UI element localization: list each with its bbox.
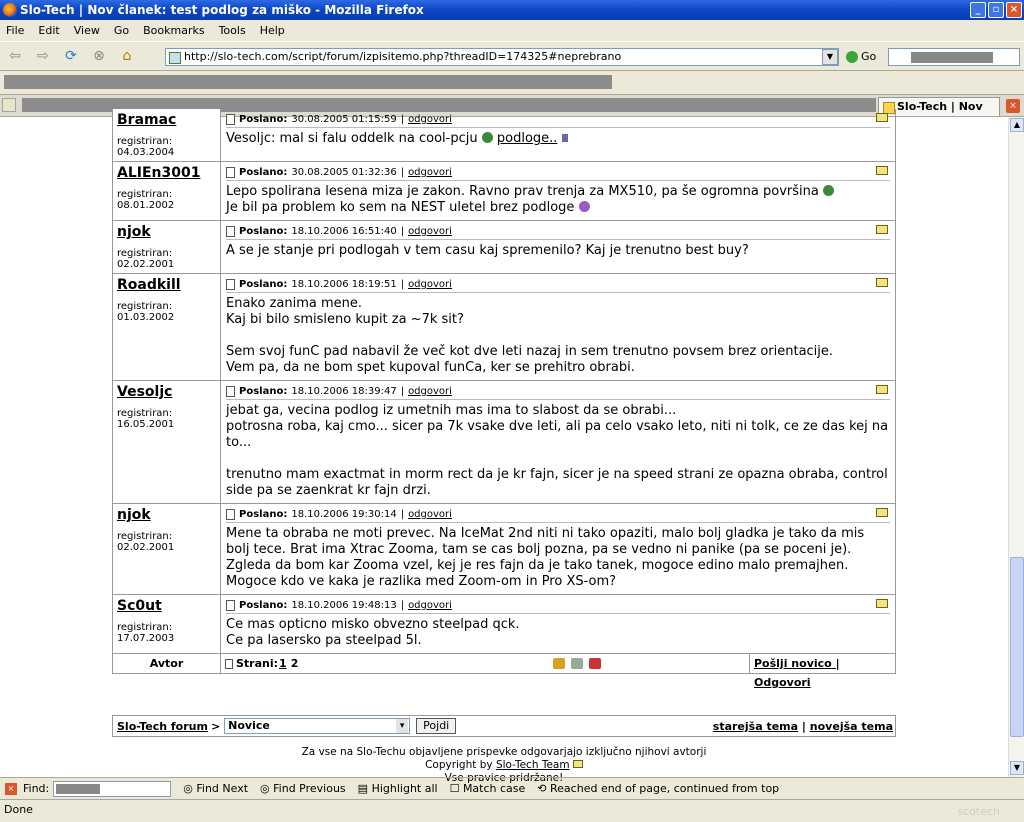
find-label: Find: [23,782,50,795]
menu-view[interactable]: View [73,24,100,37]
envelope-icon[interactable] [876,113,888,122]
post-line [226,243,890,259]
forum-navigation [112,715,896,737]
sent-label: Poslano: [239,278,288,290]
envelope-icon[interactable] [876,278,888,287]
post-header [226,597,890,614]
legal-line-3: Vse pravice pridržane! [444,772,564,784]
menu-edit[interactable]: Edit [38,24,60,37]
reply-link[interactable]: odgovori [408,385,452,397]
author-label: Avtor [113,654,221,673]
post-date: 18.10.2006 18:19:51 [291,278,397,290]
find-redacted [56,784,100,794]
find-status: ⟲ Reached end of page, continued from top [537,782,780,795]
post-line-text: Ce pa lasersko pa steelpad 5l. [226,633,422,648]
post-row [112,274,896,381]
post-line [226,403,890,419]
post-line-text: Vesoljc: mal si falu oddelk na cool-pcju [226,131,478,146]
post-text [226,614,890,651]
author-registered [117,622,216,644]
thread-table [112,109,896,689]
author-name-link[interactable]: Sc0ut [117,598,162,614]
post-header [226,164,890,181]
post-text [226,240,890,261]
author-registered [117,189,216,211]
post-page-icon [226,509,235,520]
reply-link[interactable]: odgovori [408,278,452,290]
go-icon [846,51,858,63]
post-date: 18.10.2006 19:30:14 [291,508,397,520]
post-line [226,617,890,633]
registered-date: 02.02.2001 [117,259,175,270]
post-row [112,381,896,504]
older-topic-link[interactable]: starejša tema [712,720,799,733]
author-registered [117,301,216,323]
post-page-icon [226,167,235,178]
post-line-text: Enako zanima mene. [226,296,363,311]
breadcrumb-separator: > [210,719,221,733]
post-row [112,162,896,221]
post-date: 30.08.2005 01:32:36 [291,166,397,178]
reply-link[interactable]: odgovori [408,599,452,611]
links-separator: | [835,657,840,670]
forum-select[interactable]: Novice ▾ [224,718,410,734]
tab-slotech[interactable]: Slo-Tech | Nov [878,97,1000,116]
menu-bookmarks[interactable]: Bookmarks [143,24,205,37]
delete-icon[interactable] [589,658,601,669]
post-line [226,451,890,467]
registered-label: registriran: [117,301,173,312]
new-tab-icon[interactable] [2,98,16,112]
find-next-button[interactable]: ◎ Find Next [183,782,249,795]
window-title: Slo-Tech | Nov članek: test podlog za miško - Mozilla Firefox [20,3,424,17]
post-page-icon [226,386,235,397]
post-line [226,633,890,649]
smiley-icon [823,185,834,196]
envelope-icon[interactable] [876,385,888,394]
approve-icon[interactable] [571,658,583,669]
find-input[interactable] [53,781,171,797]
post-line-text: potrosna roba, kaj cmo... sicer pa 7k vsake dve leti, ali pa celo vsako leto, niti ni tolk, ce ze das kej na to... [226,419,889,450]
bookmarks-toolbar [0,71,1024,95]
post-page-icon [226,114,235,125]
send-news-link[interactable]: Pošlji novico [754,657,832,670]
mail-icon[interactable] [573,760,583,768]
author-registered [117,531,216,553]
status-text: Done [4,803,33,816]
reply-link[interactable]: Odgovori [754,676,811,689]
sent-label: Poslano: [239,385,288,397]
registered-date: 04.03.2004 [117,147,175,158]
header-separator: | [400,508,405,520]
envelope-icon[interactable] [876,508,888,517]
post-line [226,467,890,499]
vertical-scrollbar[interactable] [1008,117,1024,777]
post-line-text: Je bil pa problem ko sem na NEST uletel brez podloge [226,200,575,215]
home-icon[interactable]: ⌂ [122,48,132,64]
sent-label: Poslano: [239,113,288,125]
firefox-logo-icon [3,3,17,17]
post-author-cell [113,274,221,380]
menu-file[interactable]: File [6,24,25,37]
legal-line-1: Za vse na Slo-Techu objavljene prispevke odgovarjajo izključno njihovi avtorji [301,746,707,758]
registered-label: registriran: [117,408,173,419]
team-link[interactable]: Slo-Tech Team [495,759,570,771]
header-separator: | [400,113,405,125]
post-line-text: Ce mas opticno misko obvezno steelpad qck. [226,617,520,632]
post-line [226,419,890,451]
post-line-text: Sem svoj funC pad nabavil že več kot dve leti nazaj in sem trenutno povsem brez orientacije. [226,344,834,359]
author-registered [117,136,216,158]
header-separator: | [400,385,405,397]
page-viewport [0,112,1008,784]
registered-date: 17.07.2003 [117,633,175,644]
scroll-down-icon[interactable]: ▼ [1010,761,1024,775]
stop-icon[interactable]: ⊗ [93,48,105,64]
post-author-cell [113,109,221,161]
post-author-cell [113,162,221,220]
post-author-cell [113,504,221,594]
close-find-icon[interactable]: × [5,783,17,795]
author-name-link[interactable]: Bramac [117,112,177,128]
registered-date: 01.03.2002 [117,312,175,323]
post-date: 18.10.2006 16:51:40 [291,225,397,237]
pages-label: Strani: [236,657,279,670]
find-bar [0,777,1024,799]
user-icon[interactable] [553,658,565,669]
close-window-button[interactable]: × [1006,2,1022,18]
post-line [226,200,890,216]
envelope-icon[interactable] [876,599,888,608]
post-text [226,400,890,501]
post-line-text: Vem pa, da ne bom spet kupoval funCa, ker se prehitro obrabi. [226,360,635,375]
registered-date: 16.05.2001 [117,419,175,430]
page-link-1[interactable]: 1 [279,657,287,670]
registered-date: 08.01.2002 [117,200,175,211]
post-line-text: jebat ga, vecina podlog iz umetnih mas ima to slabost da se obrabi... [226,403,677,418]
header-separator: | [400,225,405,237]
registered-label: registriran: [117,531,173,542]
menu-bar [0,20,1024,41]
registered-label: registriran: [117,136,173,147]
post-body [221,504,895,594]
post-text [226,523,890,592]
reply-link[interactable]: odgovori [408,225,452,237]
post-page-icon [226,600,235,611]
post-text [226,181,890,218]
sent-label: Poslano: [239,599,288,611]
sent-label: Poslano: [239,508,288,520]
post-header [226,111,890,128]
registered-label: registriran: [117,248,173,259]
header-separator: | [400,599,405,611]
post-row [112,109,896,162]
close-tab-icon[interactable]: × [1006,99,1020,113]
topic-link-separator: | [801,720,806,733]
page-link-2[interactable]: 2 [290,657,299,670]
forum-link[interactable]: Slo-Tech forum [117,719,208,733]
find-previous-label: Find Previous [273,782,346,795]
title-bar [0,0,1024,20]
post-body [221,109,895,161]
url-input[interactable]: http://slo-tech.com/script/forum/izpisitemo.php?threadID=174325#neprebrano [165,48,839,66]
sent-label: Poslano: [239,166,288,178]
author-name-link[interactable]: njok [117,507,151,523]
author-registered [117,408,216,430]
lock-icon [562,134,568,142]
menu-help[interactable]: Help [259,24,285,37]
author-name-link[interactable]: Roadkill [117,277,181,293]
bookmarks-redacted [4,75,612,89]
pages-icon [225,659,233,669]
post-row [112,221,896,274]
post-header [226,223,890,240]
match-case-checkbox[interactable]: ☐ Match case [449,782,526,795]
post-line [226,131,890,147]
post-body [221,381,895,503]
post-line-text: Mene ta obraba ne moti prevec. Na IceMat 2nd niti ni tako opaziti, malo bolj gladka je tako da mis bolj tece. Brat ima Xtrac Zooma, tam se cas bolj pozna, pa se vedno ni panike (pa se poceni je). Zgleda da bom kar Zooma vzel, kej je res fajn da je tako tanek, mogoce edino malo premajhen. Mogoce kdo ve kaka je razlika med Zoom-om in Pro XS-om? [226,526,865,589]
post-header [226,506,890,523]
post-line [226,360,890,376]
legal-line-2 [112,759,896,772]
post-line [226,312,890,328]
post-line [226,526,890,590]
thread-footer-row [112,654,896,689]
post-page-icon [226,226,235,237]
copyright-label: Copyright by [425,759,493,771]
post-text [226,128,890,149]
status-bar [0,799,1024,819]
post-line-text: A se je stanje pri podlogah v tem casu kaj spremenilo? Kaj je trenutno best buy? [226,243,749,258]
newer-topic-link[interactable]: novejša tema [809,720,893,733]
post-author-cell [113,595,221,653]
post-line-text: Lepo spolirana lesena miza je zakon. Ravno prav trenja za MX510, pa še ogromna površina [226,184,819,199]
reload-icon[interactable]: ⟳ [65,48,77,64]
forward-icon[interactable]: ⇨ [37,48,49,64]
go-label: Go [861,50,877,63]
highlight-all-button[interactable]: ▤ Highlight all [357,782,438,795]
minimize-button[interactable]: _ [970,2,986,18]
find-next-label: Find Next [196,782,249,795]
registered-date: 02.02.2001 [117,542,175,553]
post-line-text: Kaj bi bilo smisleno kupit za ~7k sit? [226,312,464,327]
back-icon[interactable]: ⇦ [9,48,21,64]
envelope-icon[interactable] [876,225,888,234]
post-date: 30.08.2005 01:15:59 [291,113,397,125]
search-redacted [911,52,993,63]
maximize-button[interactable]: ▫ [988,2,1004,18]
post-line [226,328,890,344]
post-date: 18.10.2006 18:39:47 [291,385,397,397]
smiley-icon [482,132,493,143]
go-button[interactable] [846,50,876,63]
menu-go[interactable]: Go [113,24,130,37]
sent-label: Poslano: [239,225,288,237]
post-line [226,344,890,360]
post-header [226,383,890,400]
registered-label: registriran: [117,189,173,200]
author-name-link[interactable]: Vesoljc [117,384,173,400]
smiley-icon [579,201,590,212]
author-name-link[interactable]: ALIEn3001 [117,165,201,181]
go-to-forum-button[interactable]: Pojdi [416,718,456,734]
post-body [221,221,895,273]
find-previous-button[interactable]: ◎ Find Previous [260,782,346,795]
post-row [112,595,896,654]
match-case-label: Match case [462,782,526,795]
post-author-cell [113,221,221,273]
post-date: 18.10.2006 19:48:13 [291,599,397,611]
menu-tools[interactable]: Tools [218,24,246,37]
post-page-icon [226,279,235,290]
post-line [226,184,890,200]
post-body [221,274,895,380]
post-body [221,162,895,220]
post-text [226,293,890,378]
scroll-up-icon[interactable]: ▲ [1010,118,1024,132]
podloge-link[interactable]: podloge.. [496,131,558,146]
header-separator: | [400,166,405,178]
find-status-message: Reached end of page, continued from top [550,782,780,795]
scroll-thumb[interactable] [1010,557,1024,737]
registered-label: registriran: [117,622,173,633]
author-registered [117,248,216,270]
post-row [112,504,896,595]
post-header [226,276,890,293]
reply-link[interactable]: odgovori [408,508,452,520]
reply-link[interactable]: odgovori [408,166,452,178]
search-input[interactable] [888,48,1020,66]
watermark: scotech [957,805,1000,818]
url-dropdown-icon[interactable]: ▼ [822,49,838,65]
post-line-text: trenutno mam exactmat in morm rect da je kr fajn, sicer je na speed strani ze opazna obraba, control side pa se zaenkrat kr fajn drzi. [226,467,888,498]
post-body [221,595,895,653]
author-name-link[interactable]: njok [117,224,151,240]
reply-link[interactable]: odgovori [408,113,452,125]
header-separator: | [400,278,405,290]
post-author-cell [113,381,221,503]
post-line [226,296,890,312]
highlight-all-label: Highlight all [371,782,438,795]
envelope-icon[interactable] [876,166,888,175]
